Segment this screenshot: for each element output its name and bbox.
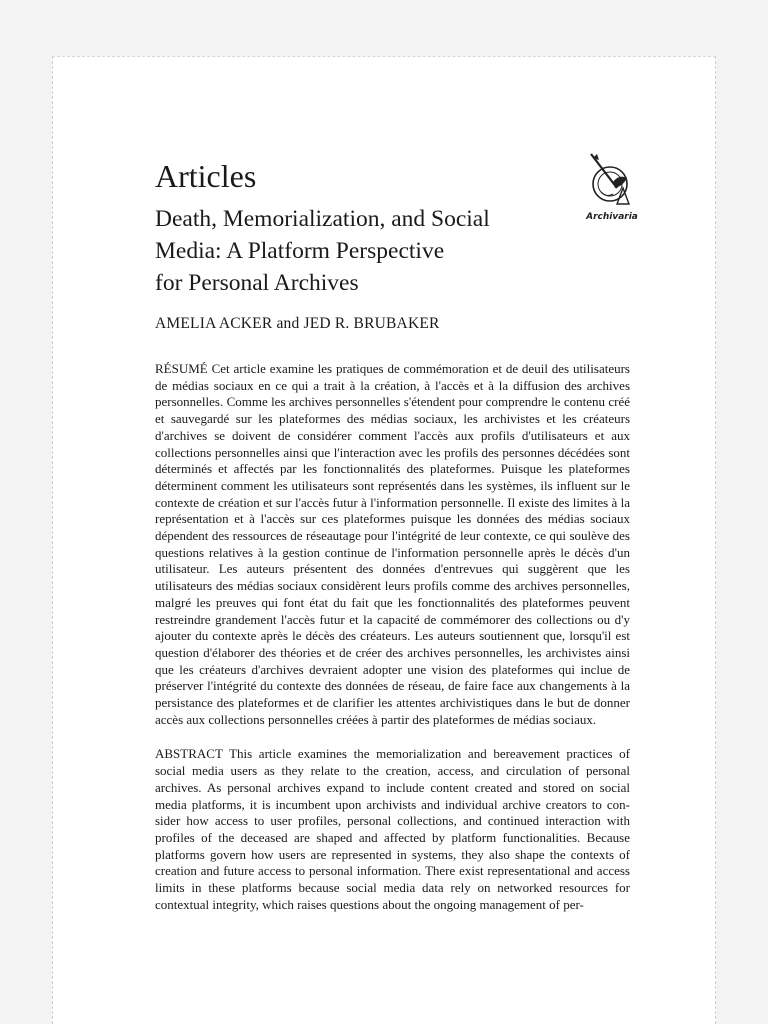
- article-content: [155, 157, 630, 914]
- title-line: Media: A Platform Perspective: [155, 238, 445, 264]
- section-heading: Articles: [155, 158, 257, 194]
- document-page: [52, 56, 716, 1024]
- abstract-text: This article examines the memorialization and bereavement practices of social media users as they relate to the creation, access, and circulation of personal archives. As personal archives expand to include content created and stored on social media platforms, it is incumbent upon archivists and individual archive creators to consider how access to user profiles, personal collections, and continued interaction with profiles of the deceased are shaped and affected by platform functionalities. Because platforms govern how users are represented in systems, they also shape the contexts of creation and future access to personal information. There exist representational and access limits in these platforms because social media data rely on networked resources for contextual integrity, which raises questions about the ongoing management of per-: [155, 746, 630, 912]
- article-title: [155, 203, 630, 299]
- resume-paragraph: [155, 361, 630, 728]
- title-line: Death, Memorialization, and Social: [155, 206, 490, 232]
- resume-text: Cet article examine les pratiques de commémoration et de deuil des utilisateurs de médias sociaux en ce qui a trait à la création, à l'accès et à la diffusion des archives personnelles. Comme les archives personnelles s'étendent pour comprendre le contenu créé et sauvegardé sur les plateformes des médias sociaux, les archivistes et les créateurs d'archives se doivent de considérer comment l'accès aux profils d'utilisateurs et aux collections personnelles ainsi que l'interaction avec les profils des personnes décédées sont déterminés et affectés par les fonctionnalités des plateformes. Puisque les plateformes déterminent comment les utilisateurs sont représentés dans les systèmes, ils influent sur le contexte de création et sur l'accès futur à l'information personnelle. Il existe des limites à la représentation et à l'accès sur ces plateformes puisque les données des médias sociaux dépendent des ressources de réseautage pour l'intégrité de leur contexte, ce qui soulève des questions relatives à la gestion continue de l'information personnelle après le décès d'un utilisateur. Les auteurs présentent des données d'entrevues qui suggèrent que les utilisateurs des médias sociaux considèrent leurs profils comme des archives personnelles, malgré les preuves qui font état du fait que les fonctionnalités des plateformes peuvent restreindre grandement l'accès futur et la capacité de commémorer des collections ou d'y ajouter du contexte après le décès des créateurs. Les auteurs soutiennent que, lorsqu'il est question d'élaborer des théories et de créer des archives personnelles, les archivistes ainsi que les créateurs d'archives devraient adopter une vision des plateformes qui inclue de préserver l'intégrité du contexte des données de réseau, de faire face aux changements à la persistance des plateformes et de clarifier les attentes archivistiques dans le but de donner accès aux collections personnelles créées à partir des plateformes de médias sociaux.: [155, 361, 630, 727]
- title-line: for Personal Archives: [155, 270, 359, 296]
- resume-label: RÉSUMÉ: [155, 361, 208, 376]
- abstract-label: ABSTRACT: [155, 746, 223, 762]
- logo-text: Archivaria: [586, 212, 638, 222]
- abstract-paragraph: [155, 746, 630, 913]
- authors: AMELIA ACKER and JED R. BRUBAKER: [155, 315, 440, 332]
